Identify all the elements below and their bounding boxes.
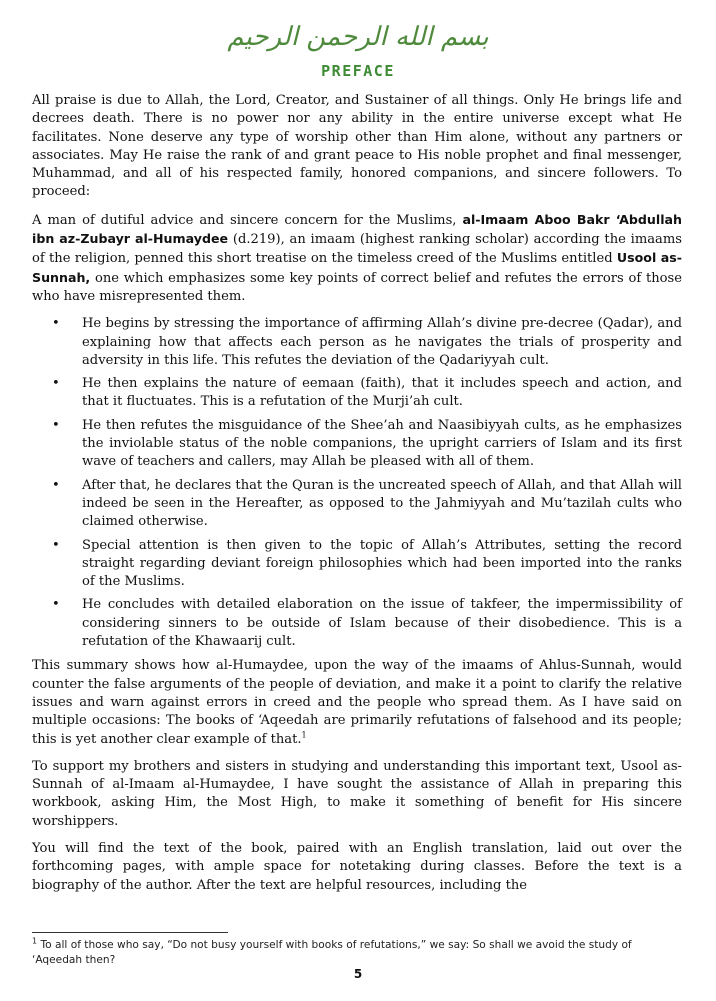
basmala-calligraphy: بسم الله الرحمن الرحيم <box>227 22 489 52</box>
footnote-divider <box>32 932 228 933</box>
paragraph-contents: You will find the text of the book, paired with an English translation, laid out over the forthcoming pages, with ample space for notetaking during classes. Before the text is a biography of the author. After the text are helpful resources, including the <box>32 840 682 893</box>
paragraph-author <box>32 211 682 306</box>
paragraph-summary <box>32 657 682 748</box>
bullet-icon: • <box>52 376 60 392</box>
summary-bullet-list <box>32 315 682 651</box>
bullet-icon: • <box>52 477 60 493</box>
page-title: PREFACE <box>321 62 395 80</box>
list-item <box>32 375 682 412</box>
list-item <box>32 315 682 370</box>
paragraph-text: one which emphasizes some key points of correct belief and refutes the errors of those who have misrepresented them. <box>32 270 682 304</box>
bullet-icon: • <box>52 537 60 553</box>
footnote-marker: 1 <box>32 936 38 946</box>
list-item-text: He begins by stressing the importance of affirming Allah’s divine pre-decree (Qadar), and explaining how that affects each person as he navigates the trials of prosperity and adversity in this life. This refutes the deviation of the Qadariyyah cult. <box>82 316 682 368</box>
footnote-reference[interactable]: 1 <box>301 730 307 740</box>
page-number: 5 <box>353 967 363 981</box>
bullet-icon: • <box>52 417 60 433</box>
list-item-text: He concludes with detailed elaboration on the issue of takfeer, the impermissibility of considering sinners to be outside of Islam because of their disobedience. This is a refutation of the Khawaarij cult. <box>82 597 682 650</box>
list-item-text: He then refutes the misguidance of the Shee’ah and Naasibiyyah cults, as he emphasizes the inviolable status of the noble companions, the upright carriers of Islam and its first wave of teachers and callers, may Allah be pleased with all of them. <box>82 417 682 470</box>
list-item <box>32 537 682 592</box>
bullet-icon: • <box>52 316 60 332</box>
list-item <box>32 477 682 532</box>
body-text <box>32 92 682 904</box>
list-item-text: He then explains the nature of eemaan (faith), that it includes speech and action, and that it fluctuates. This is a refutation of the Murji’ah cult. <box>82 376 682 410</box>
paragraph-intro: All praise is due to Allah, the Lord, Creator, and Sustainer of all things. Only He brings life and decrees death. There is no power nor any ability in the entire universe except what He facilitates. None deserve any type of worship other than Him alone, without any partners or associates. May He raise the rank of and grant peace to His noble prophet and final messenger, Muhammad, and all of his respected family, honored companions, and sincere followers. To proceed: <box>32 93 682 200</box>
list-item <box>32 417 682 472</box>
list-item <box>32 596 682 651</box>
list-item-text: After that, he declares that the Quran is the uncreated speech of Allah, and that Allah will indeed be seen in the Hereafter, as opposed to the Jahmiyyah and Mu’tazilah cults who claimed otherwise. <box>82 477 682 530</box>
list-item-text: Special attention is then given to the topic of Allah’s Attributes, setting the record straight regarding deviant foreign philosophies which had been imported into the ranks of the Muslims. <box>82 537 682 590</box>
footnote <box>32 938 682 968</box>
paragraph-text: A man of dutiful advice and sincere concern for the Muslims, <box>32 212 463 228</box>
paragraph-text: (d.219), an imaam (highest ranking scholar) according the imaams of the religion, penned this short treatise on the timeless creed of the Muslims entitled <box>32 232 682 267</box>
bullet-icon: • <box>52 597 60 613</box>
paragraph-text: This summary shows how al-Humaydee, upon the way of the imaams of Ahlus-Sunnah, would counter the false arguments of the people of deviation, and make it a point to clarify the relative issues and warn against errors in creed and the people who spread them. As I have said on multiple occasions: The books of ‘Aqeedah are primarily refutations of falsehood and its people; this is yet another clear example of that. <box>32 658 682 747</box>
book-title: Usool as-Sunnah, <box>32 250 682 285</box>
footnote-text: To all of those who say, “Do not busy yourself with books of refutations,” we say: So shall we avoid the study of ‘Aqeedah then? <box>32 939 632 966</box>
paragraph-support: To support my brothers and sisters in studying and understanding this important text, Usool as-Sunnah of al-Imaam al-Humaydee, I have sought the assistance of Allah in preparing this workbook, asking Him, the Most High, to make it something of benefit for His sincere worshippers. <box>32 758 682 829</box>
author-name: al-Imaam Aboo Bakr ‘Abdullah ibn az-Zubayr al-Humaydee <box>32 211 682 247</box>
